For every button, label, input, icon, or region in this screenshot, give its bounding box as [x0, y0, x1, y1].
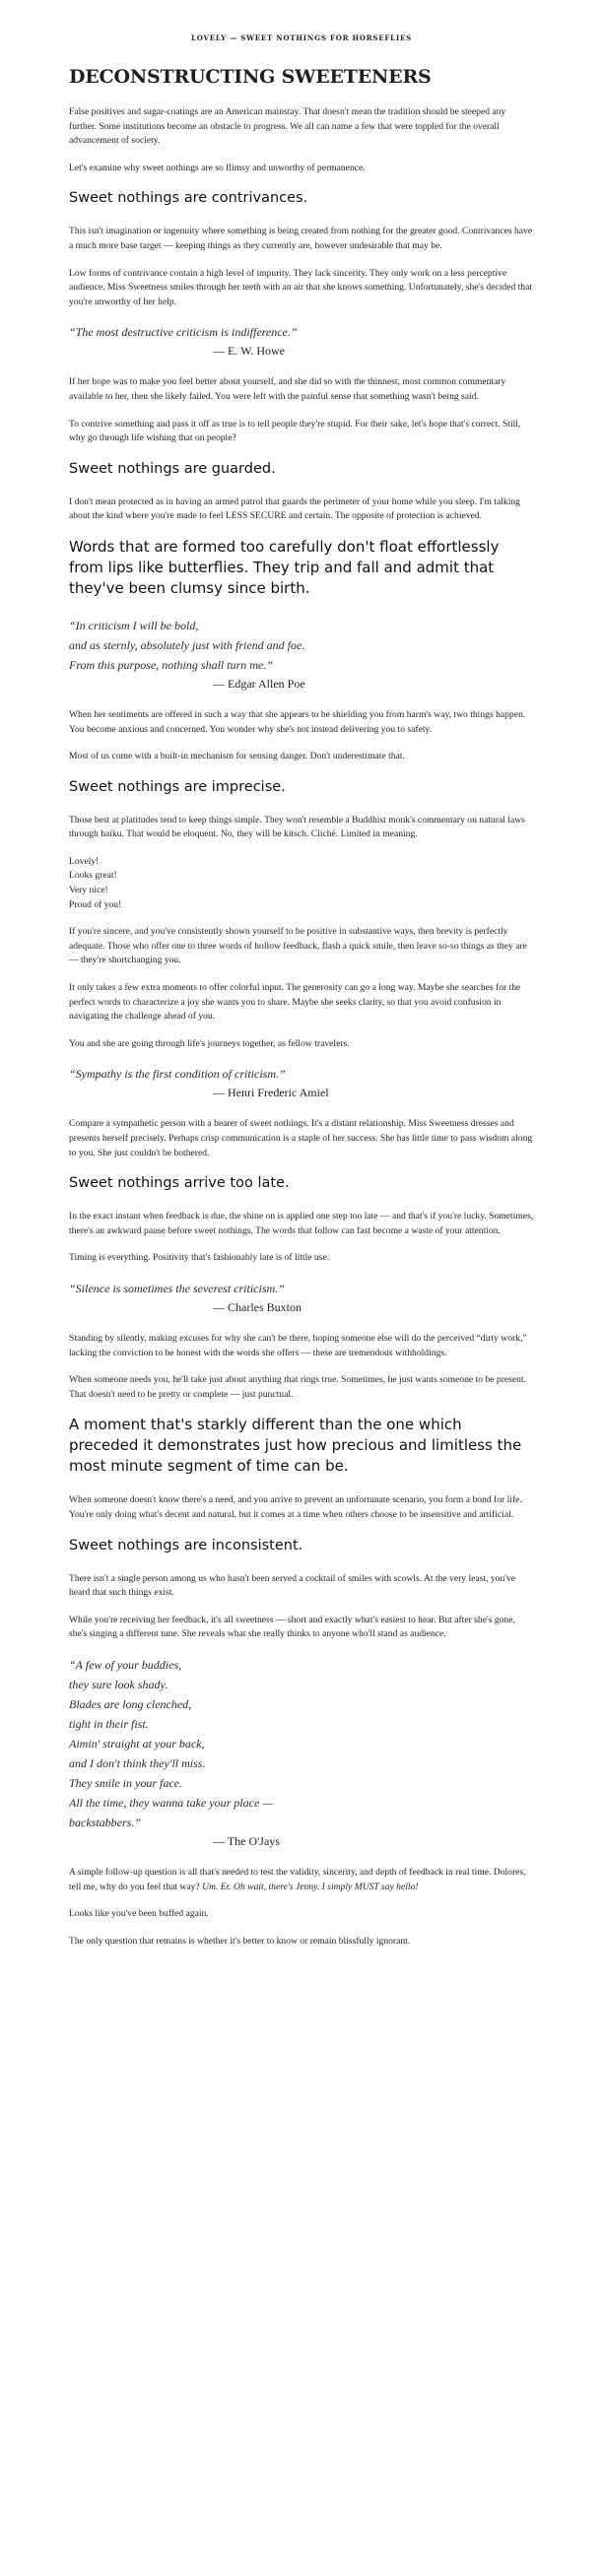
- paragraph: When her sentiments are offered in such a way that she appears to be shielding you from harm's way, two things happen. You become anxious and concerned. You wonder why she's not instead delivering you to safety.: [69, 708, 526, 735]
- short-phrase: Very nice!: [69, 885, 108, 896]
- quote-line: Aimin' straight at your back,: [69, 1736, 205, 1750]
- paragraph: While you're receiving her feedback, it's all sweetness — short and exactly what's easiest to hear. But after she's gone, she's singing a different tune. She reveals what she really thinks to anyone who'll stand as audience.: [69, 1614, 515, 1640]
- short-phrase: Proud of you!: [69, 898, 122, 910]
- paragraph: It only takes a few extra moments to offer colorful input. The generosity can go a long way. Maybe she searches for the perfect words to characterize a joy she wants you to share. Maybe she seeks clarity, so that you avoid confusion in navigating the challenge ahead of you.: [69, 982, 521, 1023]
- paragraph: In the exact instant when feedback is due, the shine on is applied one step too late — and that's if you're lucky. Sometimes, there's an awkward pause before sweet nothings. The words that follow can fast become a waste of your attention.: [69, 1211, 534, 1236]
- quote-line: “The most destructive criticism is indifference.”: [69, 325, 298, 340]
- paragraph: If her hope was to make you feel better about yourself, and she did so with the thinnest, most common commentary available to her, then she likely failed. You were left with the painful sense that something wasn't being said.: [69, 376, 506, 402]
- paragraph: There isn't a single person among us who hasn't been served a cocktail of smiles with scowls. At the very least, you've heard that such things exist.: [69, 1572, 516, 1599]
- paragraph: Timing is everything. Positivity that's fashionably late is of little use.: [69, 1252, 330, 1264]
- paragraph: [69, 1866, 534, 1894]
- quote-line: Blades are long clenched,: [69, 1696, 192, 1711]
- quote-line: backstabbers.”: [69, 1815, 141, 1829]
- quote-attribution: — The O'Jays: [213, 1833, 280, 1848]
- paragraph: If you're sincere, and you've consistently shown yourself to be positive in substantive ways, then brevity is perfectly adequate. Those who offer one to three words of hollow feedback, flash a quick smile, then leave so-so things as they are — they're shortchanging you.: [69, 926, 527, 966]
- quote-line: they sure look shady.: [69, 1677, 168, 1691]
- quote-line: From this purpose, nothing shall turn me.”: [69, 657, 273, 672]
- section-heading: Sweet nothings are guarded.: [69, 460, 276, 477]
- quote-line: and I don't think they'll miss.: [69, 1755, 206, 1770]
- masthead: LOVELY — SWEET NOTHINGS FOR HORSEFLIES: [191, 33, 412, 42]
- epigraph-quote: [69, 1279, 534, 1316]
- quote-attribution: — Henri Frederic Amiel: [213, 1086, 329, 1100]
- paragraph: You and she are going through life's journeys together, as fellow travelers.: [69, 1037, 350, 1049]
- paragraph: When someone doesn't know there's a need, and you arrive to prevent an unfortunate scenario, you form a bond for life. You're only doing what's decent and natural, but it comes at a time when others choose to be insensitive and artificial.: [69, 1494, 522, 1520]
- epigraph-quote: [69, 1655, 534, 1850]
- paragraph: To contrive something and pass it off as true is to tell people they're stupid. For their sake, let's hope that's correct. Still, why go through life wishing that on people?: [69, 418, 521, 444]
- quote-line: All the time, they wanna take your place —: [69, 1795, 273, 1810]
- quote-attribution: — E. W. Howe: [213, 344, 285, 359]
- paragraph: The only question that remains is whether it's better to know or remain blissfully ignorant.: [69, 1935, 411, 1947]
- article-body: [69, 105, 534, 1949]
- paragraph: Standing by silently, making excuses for why she can't be there, hoping someone else will do the perceived “dirty work,” lacking the conviction to be honest with the words she offers — these are tremendous withholdings.: [69, 1332, 527, 1358]
- section-heading: Sweet nothings are contrivances.: [69, 190, 308, 207]
- epigraph-quote: [69, 616, 534, 693]
- section-heading: Sweet nothings are imprecise.: [69, 778, 286, 795]
- paragraph: When someone needs you, he'll take just about anything that rings true. Sometimes, he just wants someone to be present. That doesn't need to be pretty or complete — just punctual.: [69, 1374, 526, 1400]
- page-title: DECONSTRUCTING SWEETENERS: [69, 66, 432, 88]
- paragraph: This isn't imagination or ingenuity where something is being created from nothing for the greater good. Contrivances have a much more base target — keeping things as they currently are, however undesirable that may be.: [69, 226, 533, 251]
- quote-line: They smile in your face.: [69, 1775, 182, 1790]
- quote-line: and as sternly, absolutely just with friend and foe.: [69, 637, 305, 652]
- epigraph-quote: [69, 1064, 534, 1101]
- paragraph: Compare a sympathetic person with a bearer of sweet nothings. It's a distant relationship. Miss Sweetness dresses and presents herself precisely. Perhaps crisp communication is a staple of her success. She has little time to pass wisdom along to you. She just couldn't be bothered.: [69, 1118, 533, 1158]
- paragraph: Let's examine why sweet nothings are so flimsy and unworthy of permanence.: [69, 162, 366, 173]
- paragraph-text: A simple follow-up question is all that's needed to test the validity, sincerity, and depth of feedback in real time. Dolores, tell me, why do you feel that way?: [69, 1866, 526, 1892]
- short-phrase: Lovely!: [69, 855, 100, 867]
- quote-line: “A few of your buddies,: [69, 1657, 182, 1672]
- paragraph: False positives and sugar-coatings are an American mainstay. That doesn't mean the tradition should be steeped any further. Some institutions become an obstacle to progress. We all can name a few that were toppled for the overall advancement of society.: [69, 106, 506, 147]
- quote-line: tight in their fist.: [69, 1716, 149, 1731]
- quote-line: “Sympathy is the first condition of criticism.”: [69, 1067, 286, 1082]
- section-heading: Sweet nothings arrive too late.: [69, 1175, 290, 1192]
- quote-attribution: — Edgar Allen Poe: [213, 676, 305, 691]
- paragraph-italic-text: Um. Er. Oh wait, there's Jenny. I simply MUST say hello!: [202, 1881, 419, 1892]
- paragraph: Looks like you've been buffed again.: [69, 1908, 209, 1920]
- epigraph-quote: [69, 322, 534, 360]
- pull-quote: A moment that's starkly different than the one which preceded it demonstrates just how precious and limitless the most minute segment of time can be.: [69, 1416, 522, 1476]
- paragraph: Low forms of contrivance contain a high level of impurity. They lack sincerity. They only work on a less perceptive audience. Miss Sweetness smiles through her teeth with an air that she knows something. Unfortunately, she's decided that you're unworthy of her help.: [69, 267, 533, 307]
- short-phrase-list: [69, 855, 534, 912]
- short-phrase: Looks great!: [69, 870, 117, 882]
- paragraph: Those best at platitudes tend to keep things simple. They won't resemble a Buddhist monk's commentary on natural laws through haiku. That would be eloquent. No, they will be kitsch. Cliché. Limited in meaning.: [69, 814, 525, 840]
- quote-line: “Silence is sometimes the severest criticism.”: [69, 1281, 285, 1295]
- section-heading: Sweet nothings are inconsistent.: [69, 1537, 303, 1553]
- quote-line: “In criticism I will be bold,: [69, 618, 199, 632]
- quote-attribution: — Charles Buxton: [213, 1299, 302, 1314]
- paragraph: I don't mean protected as in having an armed patrol that guards the perimeter of your home while you sleep. I'm talking about the kind where you're made to feel LESS SECURE and certain. The opposite of protection is achieved.: [69, 495, 520, 522]
- paragraph: Most of us come with a built-in mechanism for sensing danger. Don't underestimate that.: [69, 751, 405, 762]
- pull-quote: Words that are formed too carefully don't float effortlessly from lips like butterflies. They trip and fall and admit that they've been clumsy since birth.: [69, 537, 500, 597]
